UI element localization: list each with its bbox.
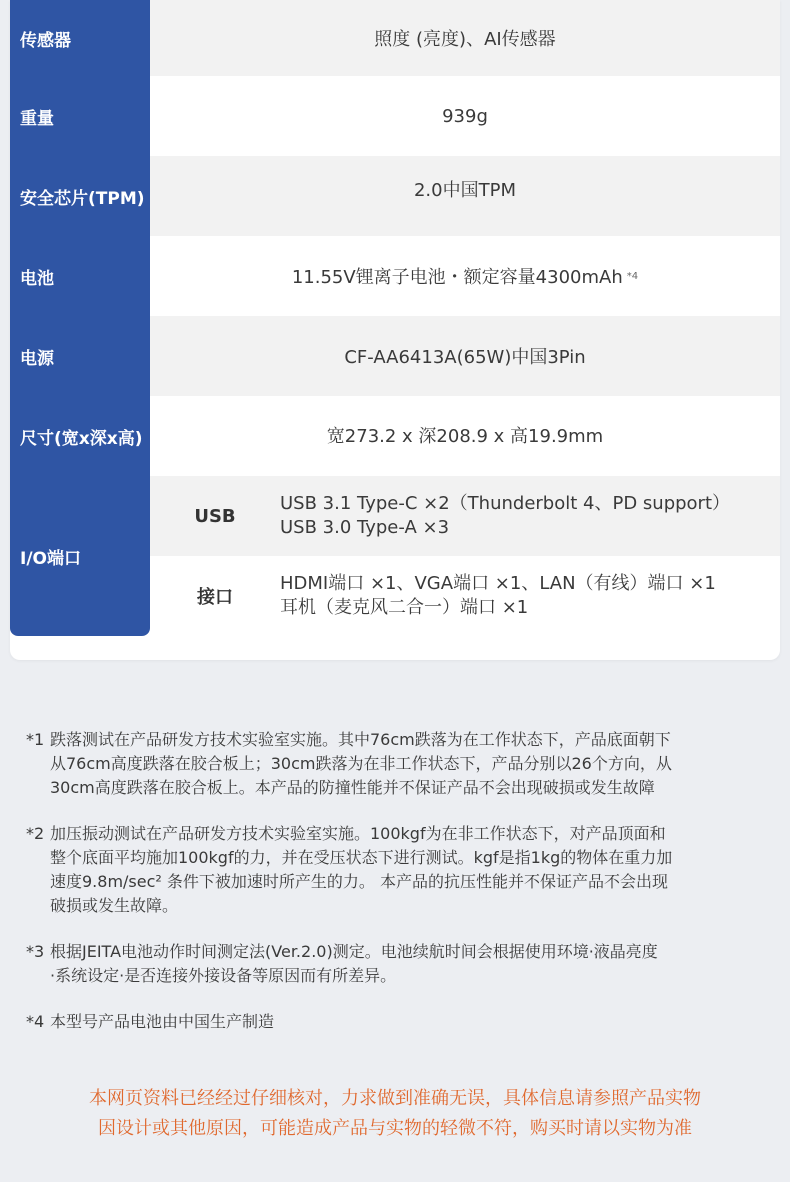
footnote-mark: *2 bbox=[26, 824, 45, 843]
footnote-mark: *1 bbox=[26, 730, 45, 749]
spec-value-battery bbox=[150, 236, 780, 316]
footnote-4 bbox=[26, 1010, 756, 1034]
spec-label-battery: 电池 bbox=[20, 268, 54, 289]
footnotes bbox=[26, 728, 756, 1056]
io-ports-line: 耳机（麦克风二合一）端口 ×1 bbox=[280, 597, 529, 618]
io-ports-row bbox=[150, 556, 780, 636]
footnote-mark: *4 bbox=[626, 270, 639, 282]
footnote-line: ·系统设定·是否连接外接设备等原因而有所差异。 bbox=[50, 966, 397, 985]
io-ports-line: HDMI端口 ×1、VGA端口 ×1、LAN（有线）端口 ×1 bbox=[280, 573, 716, 594]
spec-value-weight bbox=[150, 76, 780, 156]
footnote-line: 本型号产品电池由中国生产制造 bbox=[50, 1012, 275, 1031]
disclaimer bbox=[0, 1084, 790, 1144]
footnote-text bbox=[50, 728, 756, 800]
io-usb-label: USB bbox=[194, 505, 236, 527]
spec-label-sensor: 传感器 bbox=[20, 30, 71, 51]
footnote-line: 30cm高度跌落在胶合板上。本产品的防撞性能并不保证产品不会出现破损或发生故障 bbox=[50, 778, 655, 797]
footnote-2 bbox=[26, 822, 756, 918]
io-usb-line: USB 3.1 Type-C ×2（Thunderbolt 4、PD support） bbox=[280, 493, 731, 514]
footnote-mark: *3 bbox=[26, 942, 45, 961]
footnote-line: 速度9.8m/sec² 条件下被加速时所产生的力。 本产品的抗压性能并不保证产品不会出现 bbox=[50, 872, 668, 891]
spec-value-text: 2.0中国TPM bbox=[413, 180, 516, 201]
spec-label-weight: 重量 bbox=[20, 108, 54, 129]
disclaimer-line: 本网页资料已经经过仔细核对，力求做到准确无误，具体信息请参照产品实物 bbox=[89, 1088, 701, 1109]
spec-value-text: 宽273.2 x 深208.9 x 高19.9mm bbox=[326, 426, 604, 447]
spec-label-io: I/O端口 bbox=[20, 548, 81, 569]
io-usb-row bbox=[150, 476, 780, 556]
spec-label-power: 电源 bbox=[20, 348, 54, 369]
spec-label-dimensions: 尺寸(宽x深x高) bbox=[20, 428, 143, 449]
footnote-mark: *4 bbox=[26, 1012, 45, 1031]
footnote-line: 加压振动测试在产品研发方技术实验室实施。100kgf为在非工作状态下，对产品顶面和 bbox=[50, 824, 666, 843]
footnote-3 bbox=[26, 940, 756, 988]
footnote-text bbox=[50, 1010, 756, 1034]
spec-value-text: 11.55V锂离子电池・额定容量4300mAh bbox=[291, 267, 623, 288]
footnote-line: 跌落测试在产品研发方技术实验室实施。其中76cm跌落为在工作状态下，产品底面朝下 bbox=[50, 730, 671, 749]
footnote-line: 根据JEITA电池动作时间测定法(Ver.2.0)测定。电池续航时间会根据使用环境·液晶亮度 bbox=[50, 942, 658, 961]
spec-value-power bbox=[150, 316, 780, 396]
footnote-text bbox=[50, 940, 756, 988]
footnote-1 bbox=[26, 728, 756, 800]
disclaimer-line: 因设计或其他原因，可能造成产品与实物的轻微不符，购买时请以实物为准 bbox=[98, 1118, 692, 1139]
spec-value-text: 939g bbox=[442, 105, 488, 127]
io-usb-value bbox=[280, 492, 730, 540]
footnote-line: 破损或发生故障。 bbox=[50, 896, 179, 915]
spec-value-dimensions bbox=[150, 396, 780, 476]
spec-value-text: 照度 (亮度)、AI传感器 bbox=[374, 29, 556, 50]
io-usb-line: USB 3.0 Type-A ×3 bbox=[280, 517, 450, 538]
footnote-line: 从76cm高度跌落在胶合板上；30cm跌落为在非工作状态下，产品分别以26个方向，从 bbox=[50, 754, 672, 773]
spec-label-tpm: 安全芯片(TPM) bbox=[20, 188, 145, 209]
footnote-line: 整个底面平均施加100kgf的力，并在受压状态下进行测试。kgf是指1kg的物体在重力加 bbox=[50, 848, 673, 867]
spec-value-text: CF-AA6413A(65W)中国3Pin bbox=[344, 347, 586, 368]
spec-value-sensor bbox=[150, 0, 780, 76]
footnote-text bbox=[50, 822, 756, 918]
spec-value-tpm bbox=[150, 156, 780, 236]
io-ports-value bbox=[280, 572, 716, 620]
io-ports-label: 接口 bbox=[197, 587, 233, 608]
